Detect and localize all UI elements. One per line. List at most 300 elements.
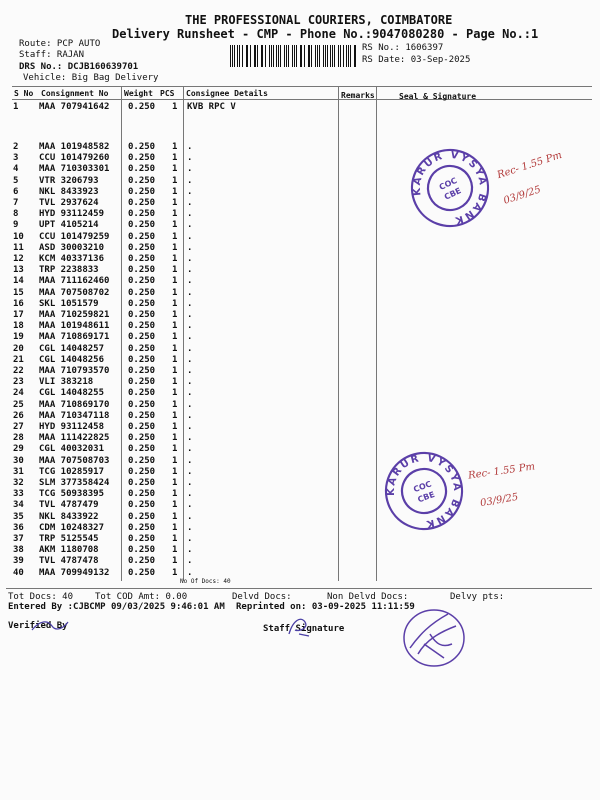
row-consignee: . [187, 287, 193, 298]
row-weight: 0.250 [128, 489, 156, 500]
row-serial-number: 3 [13, 153, 19, 164]
table-row [0, 321, 600, 332]
row-consignment-number: MAA 710303301 [39, 164, 110, 175]
staff-label: Staff: RAJAN [19, 50, 85, 60]
row-weight: 0.250 [128, 433, 156, 444]
row-serial-number: 40 [13, 567, 24, 578]
svg-text:KARUR VYSYA BANK [409, 147, 491, 229]
stamp-code-bottom: CBE [416, 489, 436, 505]
row-serial-number: 35 [13, 511, 24, 522]
row-weight: 0.250 [128, 102, 156, 112]
row-consignee: . [187, 377, 193, 388]
row-pieces: 1 [172, 343, 178, 354]
col-remarks: Remarks [341, 91, 375, 100]
row-serial-number: 18 [13, 321, 24, 332]
row-consignee: . [187, 545, 193, 556]
row-serial-number: 15 [13, 287, 24, 298]
row-serial-number: 39 [13, 556, 24, 567]
row-serial-number: 30 [13, 455, 24, 466]
row-pieces: 1 [172, 142, 178, 152]
row-consignment-number: VLI 383218 [39, 377, 94, 388]
row-serial-number: 24 [13, 388, 24, 399]
row-weight: 0.250 [128, 209, 156, 220]
row-consignee: . [187, 354, 193, 365]
row-consignment-number: SLM 377358424 [39, 478, 110, 488]
table-row [0, 444, 600, 455]
row-serial-number: 8 [13, 209, 19, 220]
row-consignee: . [187, 164, 193, 175]
row-weight: 0.250 [128, 276, 156, 287]
table-row [0, 299, 600, 310]
row-weight: 0.250 [128, 220, 156, 231]
row-consignee: . [187, 410, 193, 421]
barcode-bar [348, 45, 349, 67]
row-pieces: 1 [172, 332, 178, 343]
row-serial-number: 6 [13, 186, 19, 197]
row-consignment-number: CGL 14048256 [39, 354, 105, 365]
row-weight: 0.250 [128, 455, 156, 466]
row-weight: 0.250 [128, 321, 156, 332]
barcode-bar [338, 45, 339, 67]
row-consignee: . [187, 321, 193, 332]
table-row [0, 102, 600, 113]
row-weight: 0.250 [128, 142, 156, 152]
stamp-code-top: COC [412, 479, 433, 495]
row-consignee: . [187, 444, 193, 455]
row-weight: 0.250 [128, 153, 156, 164]
docs-count-note: No Of Docs: 40 [180, 578, 231, 585]
route-label: Route: PCP AUTO [19, 39, 101, 49]
table-row [0, 545, 600, 556]
row-serial-number: 28 [13, 433, 24, 444]
row-pieces: 1 [172, 388, 178, 399]
handwritten-receipt-time-2: Rec- 1.55 Pm [467, 461, 536, 482]
row-serial-number: 10 [13, 231, 24, 242]
row-weight: 0.250 [128, 534, 156, 544]
row-weight: 0.250 [128, 500, 156, 511]
barcode-bar [319, 45, 320, 67]
row-consignment-number: HYD 93112458 [39, 422, 105, 432]
row-pieces: 1 [172, 298, 178, 309]
row-weight: 0.250 [128, 175, 156, 186]
row-serial-number: 4 [13, 164, 19, 175]
row-weight: 0.250 [128, 265, 156, 276]
row-consignee: . [187, 231, 193, 242]
row-pieces: 1 [172, 556, 178, 567]
barcode-bar [257, 45, 258, 67]
row-serial-number: 5 [13, 175, 19, 186]
row-consignment-number: MAA 710259821 [39, 310, 110, 320]
row-weight: 0.250 [128, 366, 156, 376]
row-consignment-number: MAA 711162460 [39, 276, 110, 287]
row-consignment-number: TCG 50938395 [39, 489, 105, 500]
row-consignee: . [187, 556, 193, 567]
row-serial-number: 22 [13, 366, 24, 376]
row-serial-number: 7 [13, 198, 19, 208]
barcode-bar [284, 45, 285, 67]
reprinted-on: Reprinted on: 03-09-2025 11:11:59 [236, 602, 415, 612]
row-consignee: KVB RPC V [187, 102, 236, 112]
row-serial-number: 29 [13, 444, 24, 455]
stamp-bank-name: KARUR VYSYA BANK [411, 149, 489, 226]
row-consignment-number: MAA 709949132 [39, 567, 110, 578]
row-serial-number: 14 [13, 276, 24, 287]
barcode-bar [269, 45, 270, 67]
row-consignment-number: MAA 707508703 [39, 455, 110, 466]
row-pieces: 1 [172, 399, 178, 410]
row-consignment-number: MAA 111422825 [39, 433, 110, 444]
row-serial-number: 26 [13, 410, 24, 421]
drs-number: DRS No.: DCJB160639701 [19, 62, 139, 72]
row-pieces: 1 [172, 153, 178, 164]
handwritten-receipt-date-1: 03/9/25 [502, 184, 543, 207]
row-pieces: 1 [172, 422, 178, 432]
row-consignee: . [187, 186, 193, 197]
row-pieces: 1 [172, 545, 178, 556]
table-row [0, 556, 600, 567]
table-row [0, 332, 600, 343]
row-consignee: . [187, 153, 193, 164]
row-consignment-number: TRP 5125545 [39, 534, 99, 544]
row-pieces: 1 [172, 522, 178, 533]
row-pieces: 1 [172, 198, 178, 208]
row-consignee: . [187, 242, 193, 253]
row-consignee: . [187, 276, 193, 287]
row-pieces: 1 [172, 534, 178, 544]
row-consignment-number: CDM 10248327 [39, 522, 105, 533]
row-pieces: 1 [172, 366, 178, 376]
row-weight: 0.250 [128, 410, 156, 421]
table-row [0, 288, 600, 299]
barcode-bar [280, 45, 281, 67]
col-seal: Seal & Signature [399, 92, 477, 101]
signature-scribble [400, 604, 472, 672]
stamp-code-bottom: CBE [442, 186, 463, 202]
svg-text:KARUR VYSYA BANK [383, 450, 465, 532]
staff-signature-label: Staff Signature [263, 624, 345, 634]
row-pieces: 1 [172, 242, 178, 253]
row-consignment-number: MAA 710869170 [39, 399, 110, 410]
row-consignee: . [187, 466, 193, 477]
row-weight: 0.250 [128, 478, 156, 488]
stamp-bank-name: KARUR VYSYA BANK [385, 452, 463, 530]
row-pieces: 1 [172, 377, 178, 388]
row-consignment-number: TVL 4787479 [39, 500, 99, 511]
entered-by: Entered By :CJBCMP 09/03/2025 9:46:01 AM [8, 602, 225, 612]
row-weight: 0.250 [128, 310, 156, 320]
row-consignee: . [187, 522, 193, 533]
row-pieces: 1 [172, 175, 178, 186]
row-serial-number: 1 [13, 102, 19, 112]
row-consignment-number: CCU 101479259 [39, 231, 110, 242]
barcode-bar [296, 45, 297, 67]
table-row [0, 276, 600, 287]
verified-by-label: Verified By [8, 621, 68, 631]
table-row [0, 568, 600, 579]
barcode-bar [276, 45, 277, 67]
row-pieces: 1 [172, 444, 178, 455]
non-delivered-docs: Non Delvd Docs: [327, 592, 409, 602]
row-pieces: 1 [172, 186, 178, 197]
row-serial-number: 32 [13, 478, 24, 488]
row-serial-number: 31 [13, 466, 24, 477]
row-serial-number: 21 [13, 354, 24, 365]
row-weight: 0.250 [128, 522, 156, 533]
row-consignment-number: MAA 707941642 [39, 102, 110, 112]
row-consignment-number: NKL 8433922 [39, 511, 99, 522]
row-consignment-number: MAA 710793570 [39, 366, 110, 376]
barcode-bar [323, 45, 324, 67]
barcode-bar [250, 45, 251, 67]
row-consignment-number: KCM 40337136 [39, 254, 105, 264]
row-consignment-number: MAA 710869171 [39, 332, 110, 343]
row-consignee: . [187, 198, 193, 208]
table-row [0, 254, 600, 265]
rs-date: RS Date: 03-Sep-2025 [362, 55, 471, 65]
row-weight: 0.250 [128, 422, 156, 432]
row-consignee: . [187, 500, 193, 511]
table-row [0, 142, 600, 153]
row-consignee: . [187, 332, 193, 343]
row-consignment-number: NKL 8433923 [39, 186, 99, 197]
row-weight: 0.250 [128, 388, 156, 399]
stamp-code-top: COC [437, 175, 459, 192]
table-row [0, 388, 600, 399]
row-serial-number: 38 [13, 545, 24, 556]
row-serial-number: 13 [13, 265, 24, 276]
barcode-bar [355, 45, 356, 67]
barcode-bar [330, 45, 331, 67]
row-serial-number: 11 [13, 242, 24, 253]
row-weight: 0.250 [128, 186, 156, 197]
row-weight: 0.250 [128, 354, 156, 365]
row-pieces: 1 [172, 220, 178, 231]
row-pieces: 1 [172, 287, 178, 298]
row-pieces: 1 [172, 511, 178, 522]
row-weight: 0.250 [128, 164, 156, 175]
row-consignment-number: TVL 4787478 [39, 556, 99, 567]
verified-signature-mark [30, 616, 70, 636]
table-row [0, 209, 600, 220]
row-serial-number: 20 [13, 343, 24, 354]
table-row [0, 344, 600, 355]
row-consignee: . [187, 511, 193, 522]
row-consignee: . [187, 209, 193, 220]
row-weight: 0.250 [128, 545, 156, 556]
runsheet-title: Delivery Runsheet - CMP - Phone No.:9047080280 - Page No.:1 [112, 27, 539, 41]
col-sno: S No [14, 89, 34, 98]
row-consignee: . [187, 422, 193, 432]
total-cod: Tot COD Amt: 0.00 [95, 592, 188, 602]
row-consignee: . [187, 399, 193, 410]
row-consignee: . [187, 343, 193, 354]
table-row [0, 243, 600, 254]
bank-stamp-2 [383, 450, 465, 532]
row-pieces: 1 [172, 310, 178, 320]
row-pieces: 1 [172, 500, 178, 511]
row-serial-number: 37 [13, 534, 24, 544]
row-consignment-number: CGL 14048255 [39, 388, 105, 399]
row-pieces: 1 [172, 231, 178, 242]
footer-rule [6, 588, 592, 589]
row-weight: 0.250 [128, 343, 156, 354]
barcode-bar [242, 45, 243, 67]
row-pieces: 1 [172, 265, 178, 276]
row-pieces: 1 [172, 321, 178, 332]
row-consignment-number: TVL 2937624 [39, 198, 99, 208]
table-row [0, 366, 600, 377]
table-row [0, 523, 600, 534]
staff-signature-mark [285, 614, 315, 640]
row-serial-number: 17 [13, 310, 24, 320]
row-serial-number: 9 [13, 220, 19, 231]
row-serial-number: 25 [13, 399, 24, 410]
table-header-rule [12, 99, 592, 100]
row-consignee: . [187, 265, 193, 276]
table-top-rule [12, 86, 592, 87]
table-row [0, 478, 600, 489]
barcode-bar [334, 45, 335, 67]
row-consignment-number: CGL 40032031 [39, 444, 105, 455]
row-weight: 0.250 [128, 287, 156, 298]
row-serial-number: 34 [13, 500, 24, 511]
row-weight: 0.250 [128, 444, 156, 455]
row-consignment-number: AKM 1180708 [39, 545, 99, 556]
row-consignee: . [187, 489, 193, 500]
row-weight: 0.250 [128, 556, 156, 567]
row-consignment-number: ASD 30003210 [39, 242, 105, 253]
row-pieces: 1 [172, 276, 178, 287]
barcode-bar [288, 45, 289, 67]
row-consignee: . [187, 478, 193, 488]
row-pieces: 1 [172, 164, 178, 175]
row-consignment-number: MAA 101948611 [39, 321, 110, 332]
table-row [0, 534, 600, 545]
row-pieces: 1 [172, 433, 178, 444]
row-consignment-number: HYD 93112459 [39, 209, 105, 220]
delivered-docs: Delvd Docs: [232, 592, 292, 602]
row-serial-number: 23 [13, 377, 24, 388]
company-name: THE PROFESSIONAL COURIERS, COIMBATORE [185, 13, 453, 27]
vehicle-label: Vehicle: Big Bag Delivery [23, 73, 159, 83]
row-weight: 0.250 [128, 399, 156, 410]
row-pieces: 1 [172, 354, 178, 365]
row-pieces: 1 [172, 478, 178, 488]
rs-number: RS No.: 1606397 [362, 43, 444, 53]
row-consignment-number: CGL 14048257 [39, 343, 105, 354]
table-row [0, 433, 600, 444]
col-consignee: Consignee Details [186, 89, 268, 98]
col-weight: Weight [124, 89, 153, 98]
row-weight: 0.250 [128, 567, 156, 578]
table-row [0, 265, 600, 276]
table-row [0, 377, 600, 388]
row-consignee: . [187, 366, 193, 376]
row-serial-number: 36 [13, 522, 24, 533]
row-weight: 0.250 [128, 242, 156, 253]
row-serial-number: 12 [13, 254, 24, 264]
row-weight: 0.250 [128, 198, 156, 208]
barcode-bar [304, 45, 305, 67]
row-pieces: 1 [172, 455, 178, 466]
row-serial-number: 16 [13, 298, 24, 309]
table-row [0, 355, 600, 366]
row-weight: 0.250 [128, 231, 156, 242]
delivery-points: Delvy pts: [450, 592, 505, 602]
handwritten-receipt-date-2: 03/9/25 [479, 491, 520, 510]
row-pieces: 1 [172, 489, 178, 500]
table-row [0, 400, 600, 411]
row-consignment-number: UPT 4105214 [39, 220, 99, 231]
row-consignment-number: CCU 101479260 [39, 153, 110, 164]
col-consignment: Consignment No [41, 89, 109, 98]
row-consignment-number: MAA 101948582 [39, 142, 110, 152]
row-consignee: . [187, 310, 193, 320]
barcode [230, 45, 358, 67]
barcode-bar [230, 45, 231, 67]
row-pieces: 1 [172, 410, 178, 421]
row-consignee: . [187, 175, 193, 186]
row-pieces: 1 [172, 466, 178, 477]
row-serial-number: 33 [13, 489, 24, 500]
row-consignee: . [187, 388, 193, 399]
table-row [0, 310, 600, 321]
row-pieces: 1 [172, 254, 178, 264]
row-consignment-number: VTR 3206793 [39, 175, 99, 186]
bank-stamp-1 [409, 147, 491, 229]
row-consignee: . [187, 142, 193, 152]
handwritten-receipt-time-1: Rec- 1.55 Pm [495, 149, 564, 182]
row-consignment-number: TRP 2238833 [39, 265, 99, 276]
table-row [0, 153, 600, 164]
row-consignee: . [187, 455, 193, 466]
barcode-bar [265, 45, 266, 67]
row-pieces: 1 [172, 209, 178, 220]
row-weight: 0.250 [128, 511, 156, 522]
table-row [0, 220, 600, 231]
row-weight: 0.250 [128, 298, 156, 309]
row-weight: 0.250 [128, 332, 156, 343]
row-serial-number: 2 [13, 142, 19, 152]
row-weight: 0.250 [128, 466, 156, 477]
row-pieces: 1 [172, 567, 178, 578]
row-consignment-number: MAA 710347118 [39, 410, 110, 421]
row-weight: 0.250 [128, 254, 156, 264]
barcode-bar [237, 45, 238, 67]
row-consignee: . [187, 298, 193, 309]
row-serial-number: 27 [13, 422, 24, 432]
table-row [0, 422, 600, 433]
row-consignment-number: TCG 10285917 [39, 466, 105, 477]
barcode-bar [301, 45, 302, 67]
row-consignee: . [187, 567, 193, 578]
barcode-bar [311, 45, 312, 67]
table-row [0, 512, 600, 523]
row-consignee: . [187, 254, 193, 264]
row-consignment-number: MAA 707508702 [39, 287, 110, 298]
barcode-bar [346, 45, 347, 67]
row-consignee: . [187, 220, 193, 231]
col-pcs: PCS [160, 89, 175, 98]
barcode-bar [246, 45, 247, 67]
row-consignee: . [187, 534, 193, 544]
row-consignment-number: SKL 1051579 [39, 298, 99, 309]
row-serial-number: 19 [13, 332, 24, 343]
table-row [0, 232, 600, 243]
table-row [0, 411, 600, 422]
total-docs: Tot Docs: 40 [8, 592, 74, 602]
row-consignee: . [187, 433, 193, 444]
